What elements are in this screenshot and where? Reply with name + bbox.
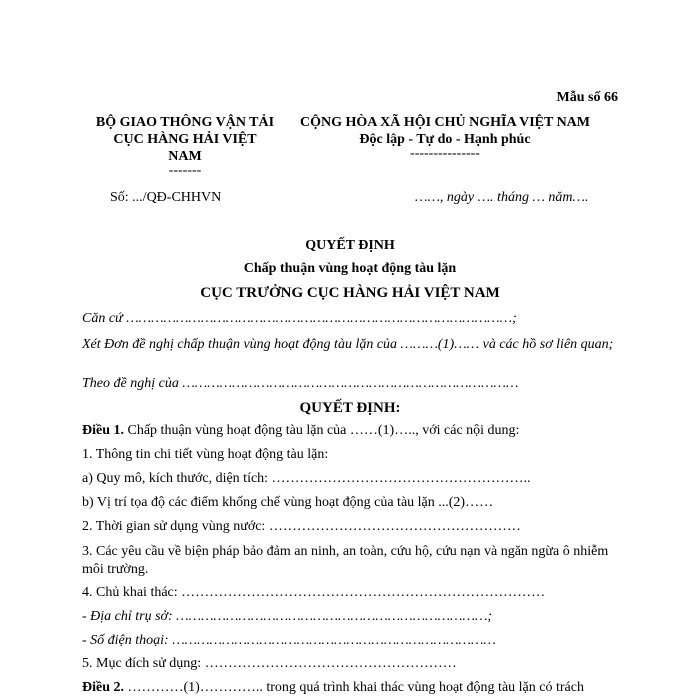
item-3: 3. Các yêu cầu về biện pháp bảo đảm an ninh, an toàn, cứu hộ, cứu nạn và ngăn ngừa ô nhiễm môi trường. bbox=[82, 544, 609, 577]
left-rule: ------- bbox=[168, 163, 202, 178]
article-2-label: Điều 2. bbox=[82, 680, 124, 695]
form-number: Mẫu số 66 bbox=[556, 90, 618, 105]
nation-name: CỘNG HÒA XÃ HỘI CHỦ NGHĨA VIỆT NAM bbox=[299, 115, 590, 130]
left-header bbox=[95, 114, 275, 176]
item-4-address: - Địa chỉ trụ sở: …………………………………………………………………; bbox=[82, 609, 493, 624]
document-number: Số: .../QĐ-CHHVN bbox=[110, 190, 222, 205]
right-header bbox=[275, 114, 615, 159]
article-2-text: …………(1)………….. trong quá trình khai thác vùng hoạt động tàu lặn có trách bbox=[124, 680, 584, 695]
article-1 bbox=[82, 423, 519, 439]
preamble-xet-don: Xét Đơn đề nghị chấp thuận vùng hoạt động tàu lặn của ………(1)…… và các hồ sơ liên quan; bbox=[82, 337, 614, 352]
decision-heading: QUYẾT ĐỊNH: bbox=[299, 400, 401, 416]
item-1a: a) Quy mô, kích thước, diện tích: ……………………………………………….. bbox=[82, 471, 531, 486]
agency-name-line1: CỤC HÀNG HẢI VIỆT bbox=[113, 132, 257, 147]
decision-subject: Chấp thuận vùng hoạt động tàu lặn bbox=[243, 261, 457, 276]
preamble-can-cu: Căn cứ …………………………………………………………………………………; bbox=[82, 311, 517, 326]
item-2: 2. Thời gian sử dụng vùng nước: ……………………………………………… bbox=[82, 519, 521, 534]
item-5: 5. Mục đích sử dụng: ……………………………………………… bbox=[82, 656, 457, 671]
authority-title: CỤC TRƯỞNG CỤC HÀNG HẢI VIỆT NAM bbox=[200, 285, 500, 301]
preamble-theo-de-nghi: Theo đề nghị của ……………………………………………………………………… bbox=[82, 376, 519, 391]
decision-title: QUYẾT ĐỊNH bbox=[305, 238, 395, 253]
date-line: ……, ngày …. tháng … năm…. bbox=[415, 190, 589, 205]
right-rule: --------------- bbox=[410, 146, 480, 161]
article-2 bbox=[82, 680, 584, 696]
article-1-label: Điều 1. bbox=[82, 423, 124, 438]
motto: Độc lập - Tự do - Hạnh phúc bbox=[359, 132, 531, 147]
ministry-name: BỘ GIAO THÔNG VẬN TẢI bbox=[95, 115, 275, 130]
item-1b: b) Vị trí tọa độ các điểm khống chế vùng hoạt động của tàu lặn ...(2)…… bbox=[82, 495, 494, 510]
item-4: 4. Chủ khai thác: …………………………………………………………………… bbox=[82, 585, 546, 600]
item-1: 1. Thông tin chi tiết vùng hoạt động tàu lặn: bbox=[82, 447, 329, 462]
agency-name-line2: NAM bbox=[168, 149, 202, 164]
item-4-phone: - Số điện thoại: …………………………………………………………………… bbox=[82, 633, 496, 648]
article-1-text: Chấp thuận vùng hoạt động tàu lặn của ……(1)….., với các nội dung: bbox=[124, 423, 520, 438]
